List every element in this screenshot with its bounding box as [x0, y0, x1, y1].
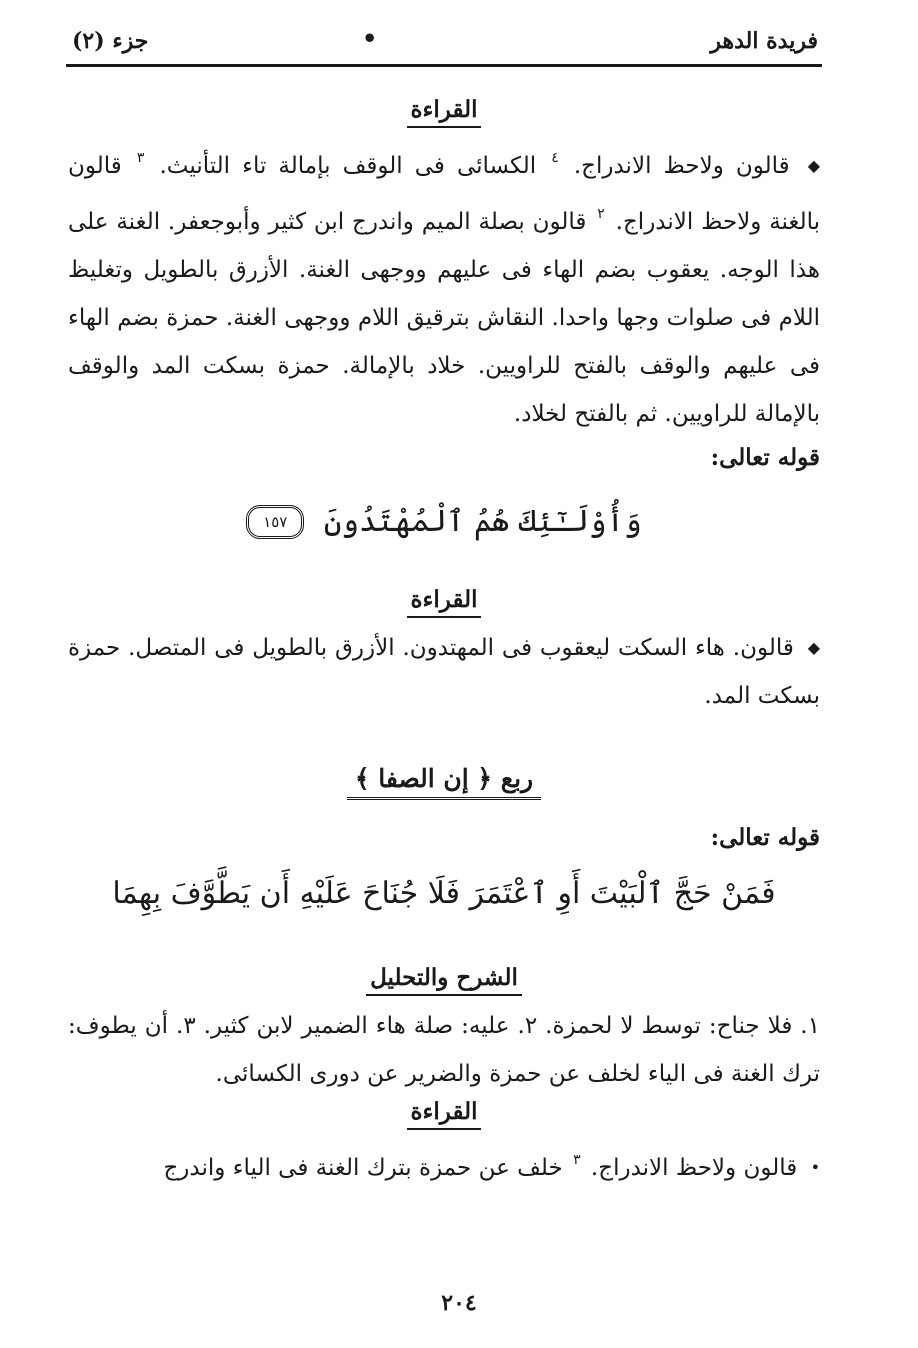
verse-intro: قوله تعالى: — [710, 824, 820, 851]
verse-text: وَأُوْلَـٰٓئِكَ هُمُ ٱلْمُهْتَدُونَ — [323, 504, 642, 539]
dot-bullet-icon: • — [810, 1158, 820, 1177]
qiraa-paragraph — [68, 624, 820, 720]
section-heading-qiraa: القراءة — [68, 96, 820, 128]
section-heading-qiraa: القراءة — [68, 586, 820, 618]
section-heading-qiraa: القراءة — [68, 1098, 820, 1130]
part-label: جزء (٢) — [72, 28, 149, 54]
qiraa-paragraph — [68, 1136, 820, 1192]
footnote-marker: ٣ — [136, 150, 145, 166]
diamond-bullet-icon: ◆ — [807, 638, 821, 657]
qiraa-text: قالون بصلة الميم واندرج ابن كثير وأبوجعفر. الغنة على هذا الوجه. يعقوب بضم الهاء فى عليهم ووجهى الغنة. الأزرق بالطويل وتغليظ اللام فى صلوات وجها واحدا. النقاش بترقيق اللام ووجهى الغنة. حمزة بضم الهاء فى عليهم والوقف بالفتح للراويين. خلاد بالإمالة. حمزة بسكت المد والوقف بالإمالة للراويين. ثم بالفتح لخلاد. — [68, 209, 820, 427]
book-title: فريدة الدهر — [710, 28, 818, 54]
rub-heading: ربع ﴿ إن الصفا ﴾ — [68, 764, 820, 800]
qiraa-text: قالون ولاحظ الاندراج. — [590, 1155, 798, 1181]
qiraa-paragraph — [68, 134, 820, 438]
header-marker: • — [362, 24, 378, 53]
ayah-number-badge: ١٥٧ — [246, 505, 304, 539]
running-header — [66, 24, 822, 67]
sharh-paragraph: ١. فلا جناح: توسط لا لحمزة. ٢. عليه: صلة هاء الضمير لابن كثير. ٣. أن يطوف: ترك الغنة فى الياء لخلف عن حمزة والضرير عن دورى الكسائى. — [68, 1013, 820, 1087]
qiraa-text: قالون ولاحظ الاندراج. — [573, 153, 790, 179]
verse-text: فَمَنْ حَجَّ ٱلْبَيْتَ أَوِ ٱعْتَمَرَ فَلَا جُنَاحَ عَلَيْهِ أَن يَطَّوَّفَ بِهِمَا — [112, 876, 776, 911]
quran-verse — [68, 492, 820, 552]
footnote-marker: ٤ — [551, 150, 559, 166]
quran-verse — [68, 864, 820, 924]
diamond-bullet-icon: ◆ — [807, 156, 821, 175]
qiraa-text: قالون. هاء السكت ليعقوب فى المهتدون. الأزرق بالطويل فى المتصل. حمزة بسكت المد. — [68, 635, 820, 709]
verse-intro: قوله تعالى: — [710, 444, 820, 471]
qiraa-text: الكسائى فى الوقف بإمالة تاء التأنيث. — [159, 153, 537, 179]
page-number: ٢٠٤ — [441, 1290, 477, 1316]
footnote-marker: ٢ — [597, 206, 605, 222]
page-content — [68, 96, 820, 1192]
section-heading-sharh: الشرح والتحليل — [68, 964, 820, 996]
footnote-marker: ٣ — [573, 1152, 581, 1168]
qiraa-text: قالون بالغنة ولاحظ الاندراج. — [68, 153, 820, 235]
qiraa-text: خلف عن حمزة بترك الغنة فى الياء واندرج — [163, 1155, 563, 1181]
